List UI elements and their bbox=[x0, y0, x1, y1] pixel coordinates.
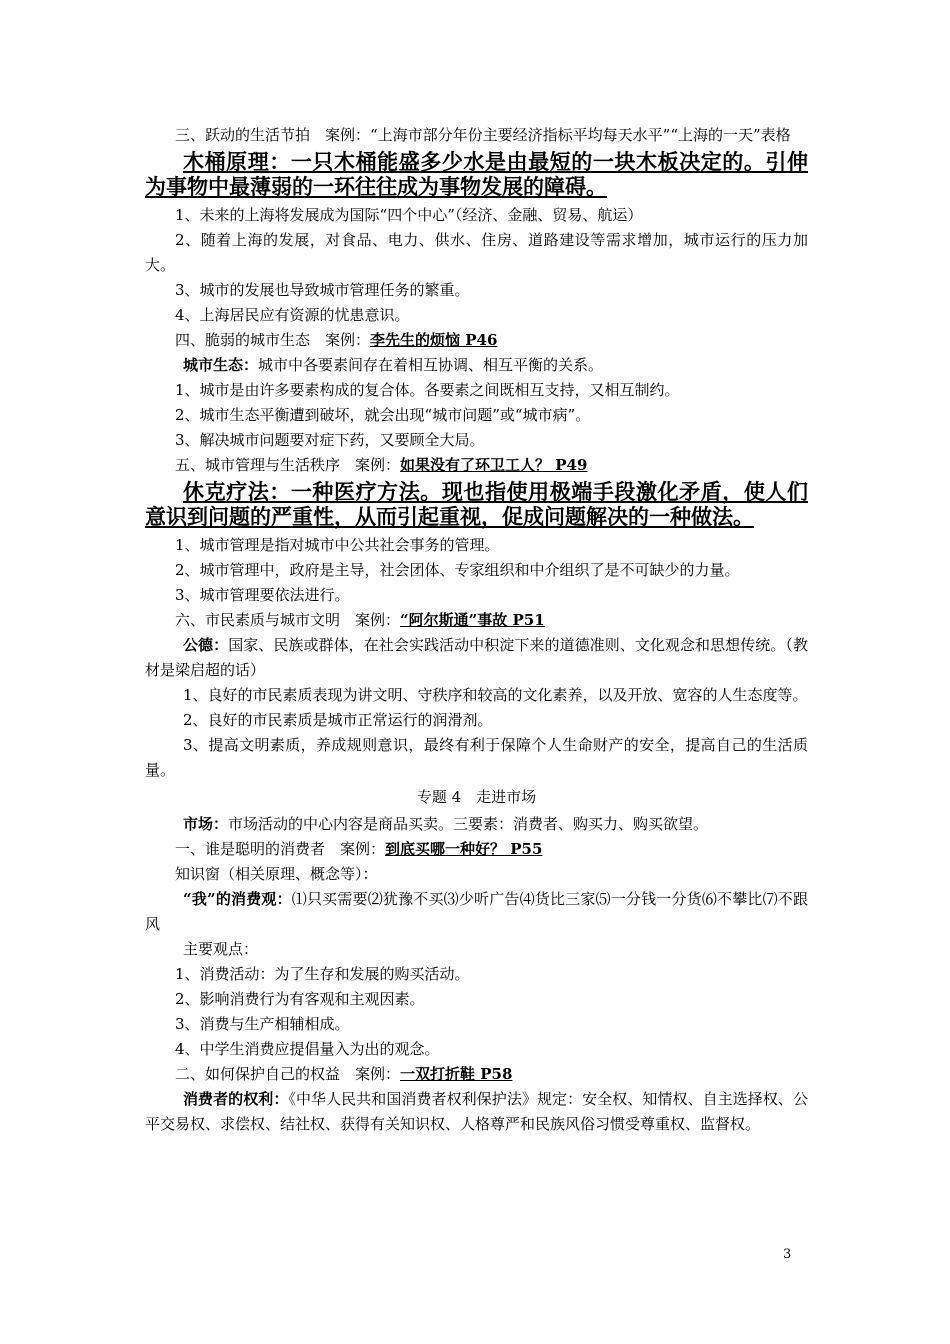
case-title: 如果没有了环卫工人？ P49 bbox=[400, 456, 588, 474]
definition-text: 国家、民族或群体，在社会实践活动中积淀下来的道德准则、文化观念和思想传统。（教材是梁启超的话） bbox=[145, 636, 808, 679]
main-views-label: 主要观点： bbox=[183, 940, 259, 958]
term: 消费者的权利： bbox=[183, 1090, 289, 1108]
list-item: 3、消费与生产相辅相成。 bbox=[175, 1015, 350, 1033]
barrel-principle-definition: 木桶原理：一只木桶能盛多少水是由最短的一块木板决定的。引伸为事物中最薄弱的一环往往成为事物发展的障碍。 bbox=[145, 150, 808, 199]
section-title: 五、城市管理与生活秩序 案例： bbox=[175, 456, 401, 474]
section-3-heading: 三、跃动的生活节拍 案例：“上海市部分年份主要经济指标平均每天水平”“上海的一天”表格 bbox=[175, 126, 791, 144]
section-title: 四、脆弱的城市生态 案例： bbox=[175, 331, 371, 349]
term: 市场： bbox=[183, 815, 229, 833]
list-item: 4、上海居民应有资源的忧患意识。 bbox=[175, 306, 410, 324]
section-title: 二、如何保护自己的权益 案例： bbox=[175, 1065, 401, 1083]
definition-text: 《中华人民共和国消费者权利保护法》规定：安全权、知情权、自主选择权、公平交易权、求偿权、结社权、获得有关知识权、人格尊严和民族风俗习惯受尊重权、监督权。 bbox=[145, 1090, 808, 1133]
case-title: 一双打折鞋 P58 bbox=[400, 1065, 513, 1083]
list-item: 1、消费活动：为了生存和发展的购买活动。 bbox=[175, 965, 470, 983]
list-item: 1、城市管理是指对城市中公共社会事务的管理。 bbox=[175, 536, 500, 554]
list-item: 2、城市管理中，政府是主导，社会团体、专家组织和中介组织了是不可缺少的力量。 bbox=[175, 561, 740, 579]
definition-text: 市场活动的中心内容是商品买卖。三要素：消费者、购买力、购买欲望。 bbox=[228, 815, 709, 833]
list-item: 2、随着上海的发展，对食品、电力、供水、住房、道路建设等需求增加，城市运行的压力加大。 bbox=[145, 231, 808, 274]
page-number: 3 bbox=[783, 1247, 792, 1262]
list-item: 1、良好的市民素质表现为讲文明、守秩序和较高的文化素养，以及开放、宽容的人生态度等。 bbox=[183, 686, 808, 704]
public-morality-definition bbox=[145, 633, 808, 683]
city-ecology-definition bbox=[145, 353, 808, 378]
definition-text: 城市中各要素间存在着相互协调、相互平衡的关系。 bbox=[258, 356, 604, 374]
list-item: 3、解决城市问题要对症下药，又要顾全大局。 bbox=[175, 431, 485, 449]
list-item: 2、城市生态平衡遭到破坏，就会出现“城市问题”或“城市病”。 bbox=[175, 406, 591, 424]
consumption-view bbox=[145, 887, 808, 937]
shock-therapy-definition: 休克疗法：一种医疗方法。现也指使用极端手段激化矛盾，使人们意识到问题的严重性，从而引起重视，促成问题解决的一种做法。 bbox=[145, 480, 808, 529]
list-item: 3、城市的发展也导致城市管理任务的繁重。 bbox=[175, 281, 470, 299]
term: “我”的消费观： bbox=[183, 890, 292, 908]
list-item: 3、城市管理要依法进行。 bbox=[175, 586, 350, 604]
term: 公德： bbox=[183, 636, 229, 654]
case-title: 李先生的烦恼 P46 bbox=[370, 331, 498, 349]
consumer-rights bbox=[145, 1087, 808, 1137]
question-2-heading bbox=[145, 1062, 808, 1087]
knowledge-window: 知识窗（相关原理、概念等）： bbox=[175, 865, 378, 883]
section-title: 一、谁是聪明的消费者 案例： bbox=[175, 840, 386, 858]
list-item: 3、提高文明素质，养成规则意识，最终有利于保障个人生命财产的安全，提高自己的生活质量。 bbox=[145, 736, 808, 779]
list-item: 1、城市是由许多要素构成的复合体。各要素之间既相互支持，又相互制约。 bbox=[175, 381, 680, 399]
list-item: 1、未来的上海将发展成为国际“四个中心”（经济、金融、贸易、航运） bbox=[175, 206, 643, 224]
section-5-heading bbox=[145, 453, 808, 478]
topic-heading: 专题 4 走进市场 bbox=[416, 788, 537, 806]
market-definition bbox=[145, 812, 808, 837]
question-1-heading bbox=[145, 837, 808, 862]
list-item: 2、良好的市民素质是城市正常运行的润滑剂。 bbox=[183, 711, 493, 729]
section-6-heading bbox=[145, 608, 808, 633]
section-title: 六、市民素质与城市文明 案例： bbox=[175, 611, 401, 629]
definition-text: ⑴只买需要⑵犹豫不买⑶少听广告⑷货比三家⑸一分钱一分货⑹不攀比⑺不跟风 bbox=[145, 890, 808, 933]
term: 城市生态： bbox=[183, 356, 259, 374]
case-title: “阿尔斯通”事故 P51 bbox=[400, 611, 545, 629]
case-title: 到底买哪一种好？ P55 bbox=[385, 840, 543, 858]
page-content bbox=[145, 123, 808, 1137]
list-item: 4、中学生消费应提倡量入为出的观念。 bbox=[175, 1040, 440, 1058]
list-item: 2、影响消费行为有客观和主观因素。 bbox=[175, 990, 425, 1008]
section-4-heading bbox=[145, 328, 808, 353]
